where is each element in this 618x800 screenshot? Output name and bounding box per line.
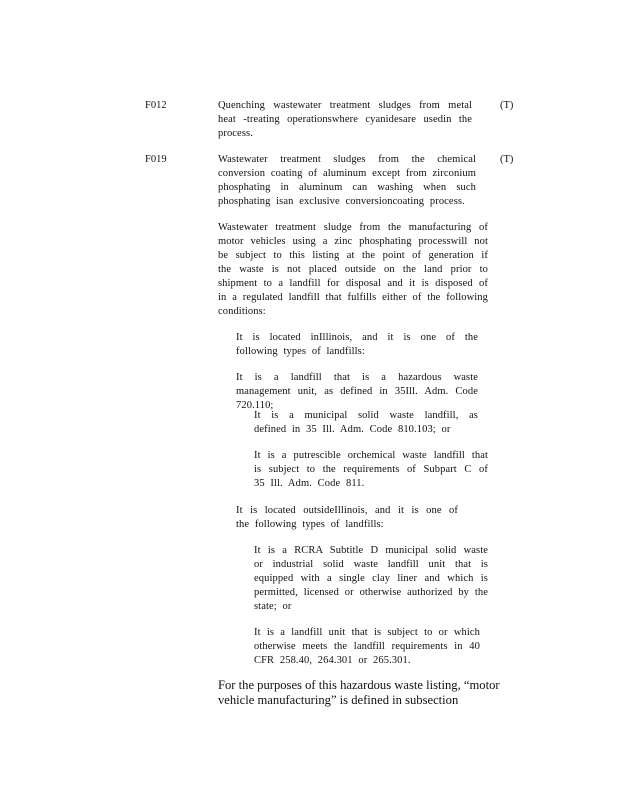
hazard-code-f012: (T) <box>500 100 514 111</box>
municipal-landfill-condition: It is a municipal solid waste landfill, as defined in 35 Ill. Adm. Code 810.103; or <box>254 410 478 435</box>
waste-code-f012: F012 <box>145 100 167 111</box>
waste-description-f012: Quenching wastewater treatment sludges from metal heat -treating operationswhere cyanidesare usedin the process. <box>218 100 472 139</box>
waste-code-f019: F019 <box>145 154 167 165</box>
waste-description-f019: Wastewater treatment sludges from the chemical conversion coating of aluminum except from zirconium phosphating in aluminum can washing when such phosphating isan exclusive conversioncoating process. <box>218 154 476 207</box>
hazard-code-f019: (T) <box>500 154 514 165</box>
illinois-condition: It is located inIllinois, and it is one of the following types of landfills: <box>236 332 478 357</box>
rcra-landfill-condition: It is a RCRA Subtitle D municipal solid waste or industrial solid waste landfill unit that is equipped with a single clay liner and which is permitted, licensed or otherwise authorized by the state; or <box>254 545 488 612</box>
exclusion-intro: Wastewater treatment sludge from the manufacturing of motor vehicles using a zinc phosphating processwill not be subject to this listing at the point of generation if the waste is not placed outside on the land prior to shipment to a landfill for disposal and it is disposed of in a regulated landfill that fulfills either of the following conditions: <box>218 222 488 317</box>
outside-illinois-condition: It is located outsideIllinois, and it is one of the following types of landfills: <box>236 505 458 530</box>
hazardous-unit-condition: It is a landfill that is a hazardous waste management unit, as defined in 35Ill. Adm. Code 720.110; <box>236 372 478 411</box>
cfr-landfill-condition: It is a landfill unit that is subject to or which otherwise meets the landfill requirements in 40 CFR 258.40, 264.301 or 265.301. <box>254 627 480 666</box>
definition-footer: For the purposes of this hazardous waste listing, “motor vehicle manufacturing” is defined in subsection <box>218 678 500 707</box>
putrescible-landfill-condition: It is a putrescible orchemical waste landfill that is subject to the requirements of Subpart C of 35 Ill. Adm. Code 811. <box>254 450 488 489</box>
